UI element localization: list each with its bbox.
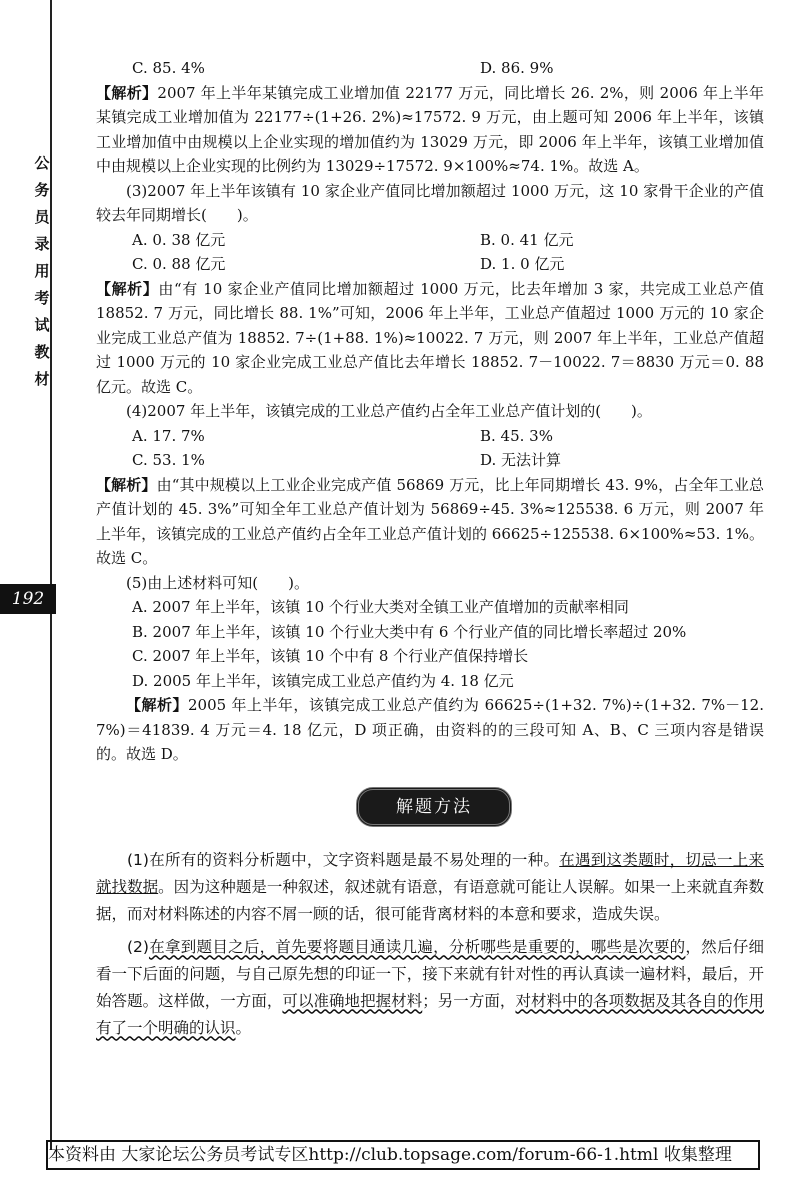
method-paragraph-2 xyxy=(96,934,764,1042)
option-a: A. 2007 年上半年，该镇 10 个行业大类对全镇工业产值增加的贡献率相同 xyxy=(132,598,629,616)
analysis-label: 【解析】 xyxy=(96,83,158,102)
sidebar-char: 公 xyxy=(34,154,50,172)
option-a: A. 17. 7% xyxy=(132,426,205,445)
sidebar-char: 试 xyxy=(34,316,50,334)
analysis-text: 2007 年上半年某镇完成工业增加值 22177 万元，同比增长 26. 2%，则 2006 年上半年某镇完成工业增加值为 22177÷(1+26. 2%)≈17572. 9 万元，由上题可知 2006 年上半年，该镇工业增加值中由规模以上企业实现的增加值约为 13029 万元，即 2006 年上半年，该镇工业增加值中由规模以上企业实现的比例约为 13029÷17572. 9×100%≈74. 1%。故选 A。 xyxy=(96,83,764,175)
analysis-label: 【解析】 xyxy=(126,696,188,714)
method-text: 。 xyxy=(235,1018,252,1037)
method-text: (2) xyxy=(127,937,149,956)
option-b: B. 45. 3% xyxy=(480,426,553,445)
option-d: D. 1. 0 亿元 xyxy=(480,255,565,273)
main-content xyxy=(96,56,764,1042)
option-c: C. 85. 4% xyxy=(132,59,205,77)
option-row xyxy=(96,620,764,645)
footer-suffix: 收集整理 xyxy=(658,1145,732,1165)
question-stem: (5)由上述材料可知( )。 xyxy=(126,573,309,592)
analysis-label: 【解析】 xyxy=(96,279,159,298)
sidebar-char: 员 xyxy=(34,208,50,226)
footer-banner xyxy=(46,1140,760,1170)
method-wavy-text: 对材料中的各项数据及其各自的作用有了一个明确的认识 xyxy=(96,991,764,1037)
analysis-text: 由“有 10 家企业产值同比增加额超过 1000 万元，比去年增加 3 家，共完成工业总产值 18852. 7 万元，同比增长 88. 1%”可知，2006 年上半年，工业总产值超过 1000 万元的 10 家企业完成工业总产值为 18852. 7÷(1+88. 1%)≈10022. 7 万元，则 2007 年上半年，工业总产值超过 1000 万元的 10 家企业完成工业总产值比去年增长 18852. 7－10022. 7＝8830 万元＝0. 88 亿元。故选 C。 xyxy=(96,279,764,396)
option-row xyxy=(96,228,764,253)
sidebar-title xyxy=(33,150,51,393)
analysis-paragraph xyxy=(96,81,764,179)
analysis-label: 【解析】 xyxy=(96,475,157,494)
method-text: ；另一方面， xyxy=(422,991,516,1010)
analysis-text: 2005 年上半年，该镇完成工业总产值约为 66625÷(1+32. 7%)÷(1+32. 7%－12. 7%)＝41839. 4 万元＝4. 18 亿元，D 项正确，由资料的的三段可知 A、B、C 三项内容是错误的。故选 D。 xyxy=(96,696,764,763)
sidebar-char: 教 xyxy=(34,343,50,361)
option-c: C. 53. 1% xyxy=(132,451,205,469)
method-underlined-text: 在遇到这类题时，切忌一上来就找数据 xyxy=(96,850,764,896)
sidebar-char: 录 xyxy=(34,235,50,253)
option-row xyxy=(96,644,764,669)
option-d: D. 无法计算 xyxy=(480,451,562,469)
option-c: C. 2007 年上半年，该镇 10 个中有 8 个行业产值保持增长 xyxy=(132,647,529,665)
method-banner: 解题方法 xyxy=(356,787,512,827)
analysis-text: 由“其中规模以上工业企业完成产值 56869 万元，比上年同期增长 43. 9%，占全年工业总产值计划的 45. 3%”可知全年工业总产值计划为 56869÷45. 3%≈125538. 6 万元，则 2007 年上半年，该镇完成的工业总产值约占全年工业总产值计划的 66625÷125538. 6×100%≈53. 1%。故选 C。 xyxy=(96,475,764,567)
option-d: D. 2005 年上半年，该镇完成工业总产值约为 4. 18 亿元 xyxy=(132,671,514,690)
analysis-paragraph xyxy=(96,473,764,571)
option-row xyxy=(96,56,764,81)
method-text: 。因为这种题是一种叙述，叙述就有语意，有语意就可能让人误解。如果一上来就直奔数据，而对材料陈述的内容不屑一顾的话，很可能背离材料的本意和要求，造成失误。 xyxy=(96,877,764,923)
option-row xyxy=(96,252,764,277)
sidebar-char: 务 xyxy=(34,181,50,199)
method-wavy-text: 可以准确地把握材料 xyxy=(282,991,423,1010)
option-b: B. 2007 年上半年，该镇 10 个行业大类中有 6 个行业产值的同比增长率超过 20% xyxy=(132,622,687,641)
option-c: C. 0. 88 亿元 xyxy=(132,255,226,273)
option-row xyxy=(96,669,764,694)
option-row xyxy=(96,424,764,449)
option-row xyxy=(96,595,764,620)
method-wavy-text: 在拿到题目之后，首先要将题目通读几遍，分析哪些是重要的，哪些是次要的 xyxy=(148,937,686,956)
method-text: ，然后仔细看一下后面的问题，与自己原先想的印证一下，接下来就有针对性的再认真读一遍材料，最后，开始答题。这样做，一方面， xyxy=(96,937,764,1010)
option-a: A. 0. 38 亿元 xyxy=(132,230,226,249)
method-text: (1)在所有的资料分析题中，文字资料题是最不易处理的一种。 xyxy=(127,850,560,869)
option-b: B. 0. 41 亿元 xyxy=(480,230,574,249)
analysis-paragraph xyxy=(96,277,764,400)
page-number: 192 xyxy=(0,584,56,614)
sidebar-char: 用 xyxy=(34,262,50,280)
section-banner-wrap xyxy=(96,781,764,841)
question-stem: (3)2007 年上半年该镇有 10 家企业产值同比增加额超过 1000 万元，这 10 家骨干企业的产值较去年同期增长( )。 xyxy=(96,181,764,224)
sidebar-char: 考 xyxy=(34,289,50,307)
footer-link[interactable]: http://club.topsage.com/forum-66-1.html xyxy=(308,1145,659,1165)
footer-prefix: 本资料由 大家论坛公务员考试专区 xyxy=(48,1145,309,1165)
option-d: D. 86. 9% xyxy=(480,59,554,77)
method-paragraph-1 xyxy=(96,847,764,928)
analysis-paragraph xyxy=(96,693,764,767)
sidebar-char: 材 xyxy=(34,370,50,388)
question-stem: (4)2007 年上半年，该镇完成的工业总产值约占全年工业总产值计划的( )。 xyxy=(126,402,652,420)
option-row xyxy=(96,448,764,473)
